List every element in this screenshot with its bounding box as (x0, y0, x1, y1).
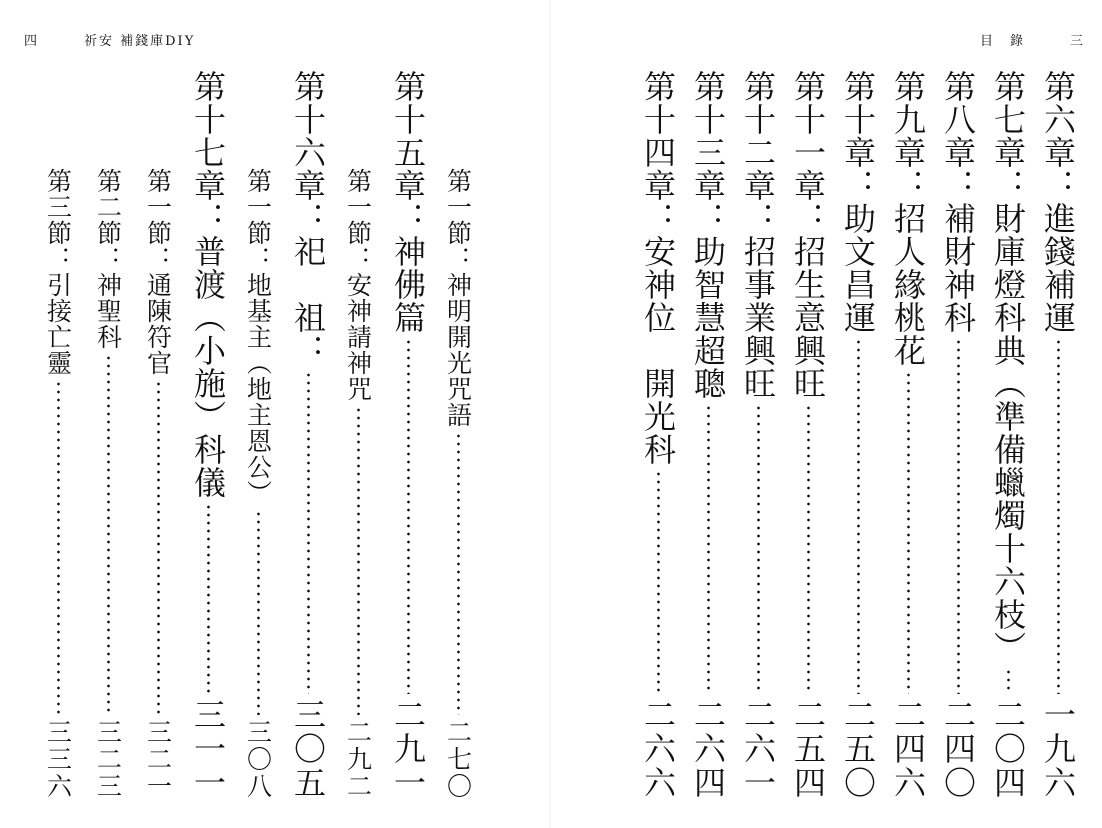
dot-leader (757, 404, 760, 694)
toc-entry-page: 二六六 (639, 698, 677, 800)
toc-entry-label: 第八章：補財神科 (939, 70, 977, 334)
toc-entry-page: 三一一 (189, 698, 227, 800)
dot-leader (107, 354, 110, 715)
dot-leader (457, 432, 460, 715)
toc-entry-label: 第十六章：祀 祖： (289, 70, 327, 367)
toc-entry-page: 二九一 (389, 698, 427, 800)
toc-entry-page: 二〇四 (989, 698, 1027, 800)
toc-entry-label: 第十七章：普渡（小施）科儀 (189, 70, 227, 499)
toc-entry[interactable] (640, 70, 676, 800)
dot-leader (357, 406, 360, 715)
dot-leader (57, 380, 60, 715)
toc-entry-label: 第十章：助文昌運 (839, 70, 877, 334)
dot-leader (707, 404, 710, 694)
toc-entry[interactable] (890, 70, 926, 800)
toc-entry-label: 第十三章：助智慧超聰 (689, 70, 727, 400)
toc-entry[interactable] (93, 168, 123, 800)
toc-entry-label: 第十五章：神佛篇 (389, 70, 427, 334)
dot-leader (857, 338, 860, 694)
toc-entry-label: 第七章：財庫燈科典（準備蠟燭十六枝） (989, 70, 1027, 664)
dot-leader (957, 338, 960, 694)
toc-entry-page: 三二三 (93, 719, 123, 800)
toc-entry[interactable] (190, 70, 226, 800)
toc-entry[interactable] (790, 70, 826, 800)
toc-entry-page: 二七〇 (443, 719, 473, 800)
toc-entry-page: 二四六 (889, 698, 927, 800)
toc-entry[interactable] (390, 70, 426, 800)
toc-entry-page: 二五〇 (839, 698, 877, 800)
toc-entry-label: 第六章：進錢補運 (1039, 70, 1077, 334)
toc-entry-label: 第一節：地基主（地主恩公） (243, 168, 273, 506)
toc-entry-page: 二六一 (739, 698, 777, 800)
toc-entry[interactable] (243, 168, 273, 800)
toc-entry-page: 二四〇 (939, 698, 977, 800)
dot-leader (1007, 668, 1010, 694)
toc-entry-page: 三〇八 (243, 719, 273, 800)
toc-entry-page: 一九六 (1039, 698, 1077, 800)
toc-entry-page: 二五四 (789, 698, 827, 800)
right-page-number: 三 (1070, 34, 1086, 49)
toc-entry[interactable] (690, 70, 726, 800)
toc-entry[interactable] (740, 70, 776, 800)
toc-entry-label: 第二節：神聖科 (93, 168, 123, 350)
toc-entry-page: 二九二 (343, 719, 373, 800)
dot-leader (657, 470, 660, 694)
book-gutter (549, 0, 553, 828)
dot-leader (407, 338, 410, 694)
toc-entry-label: 第一節：神明開光咒語 (443, 168, 473, 428)
dot-leader (907, 371, 910, 694)
toc-entry-page: 三二一 (143, 719, 173, 800)
toc-entry[interactable] (940, 70, 976, 800)
toc-entry-page: 三三六 (43, 719, 73, 800)
toc-entry-page: 三〇五 (289, 698, 327, 800)
toc-entry-label: 第九章：招人緣桃花 (889, 70, 927, 367)
toc-entry-label: 第一節：通陳符官 (143, 168, 173, 376)
dot-leader (307, 371, 310, 694)
toc-entry[interactable] (43, 168, 73, 800)
toc-entry[interactable] (1040, 70, 1076, 800)
left-running-title: 祈安 補錢庫DIY (84, 34, 196, 49)
dot-leader (257, 510, 260, 715)
toc-entry[interactable] (840, 70, 876, 800)
toc-entry-page: 二六四 (689, 698, 727, 800)
toc-entry[interactable] (990, 70, 1026, 800)
toc-entry[interactable] (290, 70, 326, 800)
toc-entry[interactable] (443, 168, 473, 800)
dot-leader (1057, 338, 1060, 694)
toc-entry-label: 第十四章：安神位 開光科 (639, 70, 677, 466)
dot-leader (207, 503, 210, 694)
dot-leader (157, 380, 160, 715)
toc-entry-label: 第三節：引接亡靈 (43, 168, 73, 376)
toc-entry-label: 第一節：安神請神咒 (343, 168, 373, 402)
toc-entry[interactable] (143, 168, 173, 800)
right-running-title: 目 錄 (980, 34, 1026, 49)
dot-leader (807, 404, 810, 694)
toc-entry-label: 第十二章：招事業興旺 (739, 70, 777, 400)
toc-entry-label: 第十一章：招生意興旺 (789, 70, 827, 400)
toc-entry[interactable] (343, 168, 373, 800)
left-page-number: 四 (24, 34, 40, 49)
